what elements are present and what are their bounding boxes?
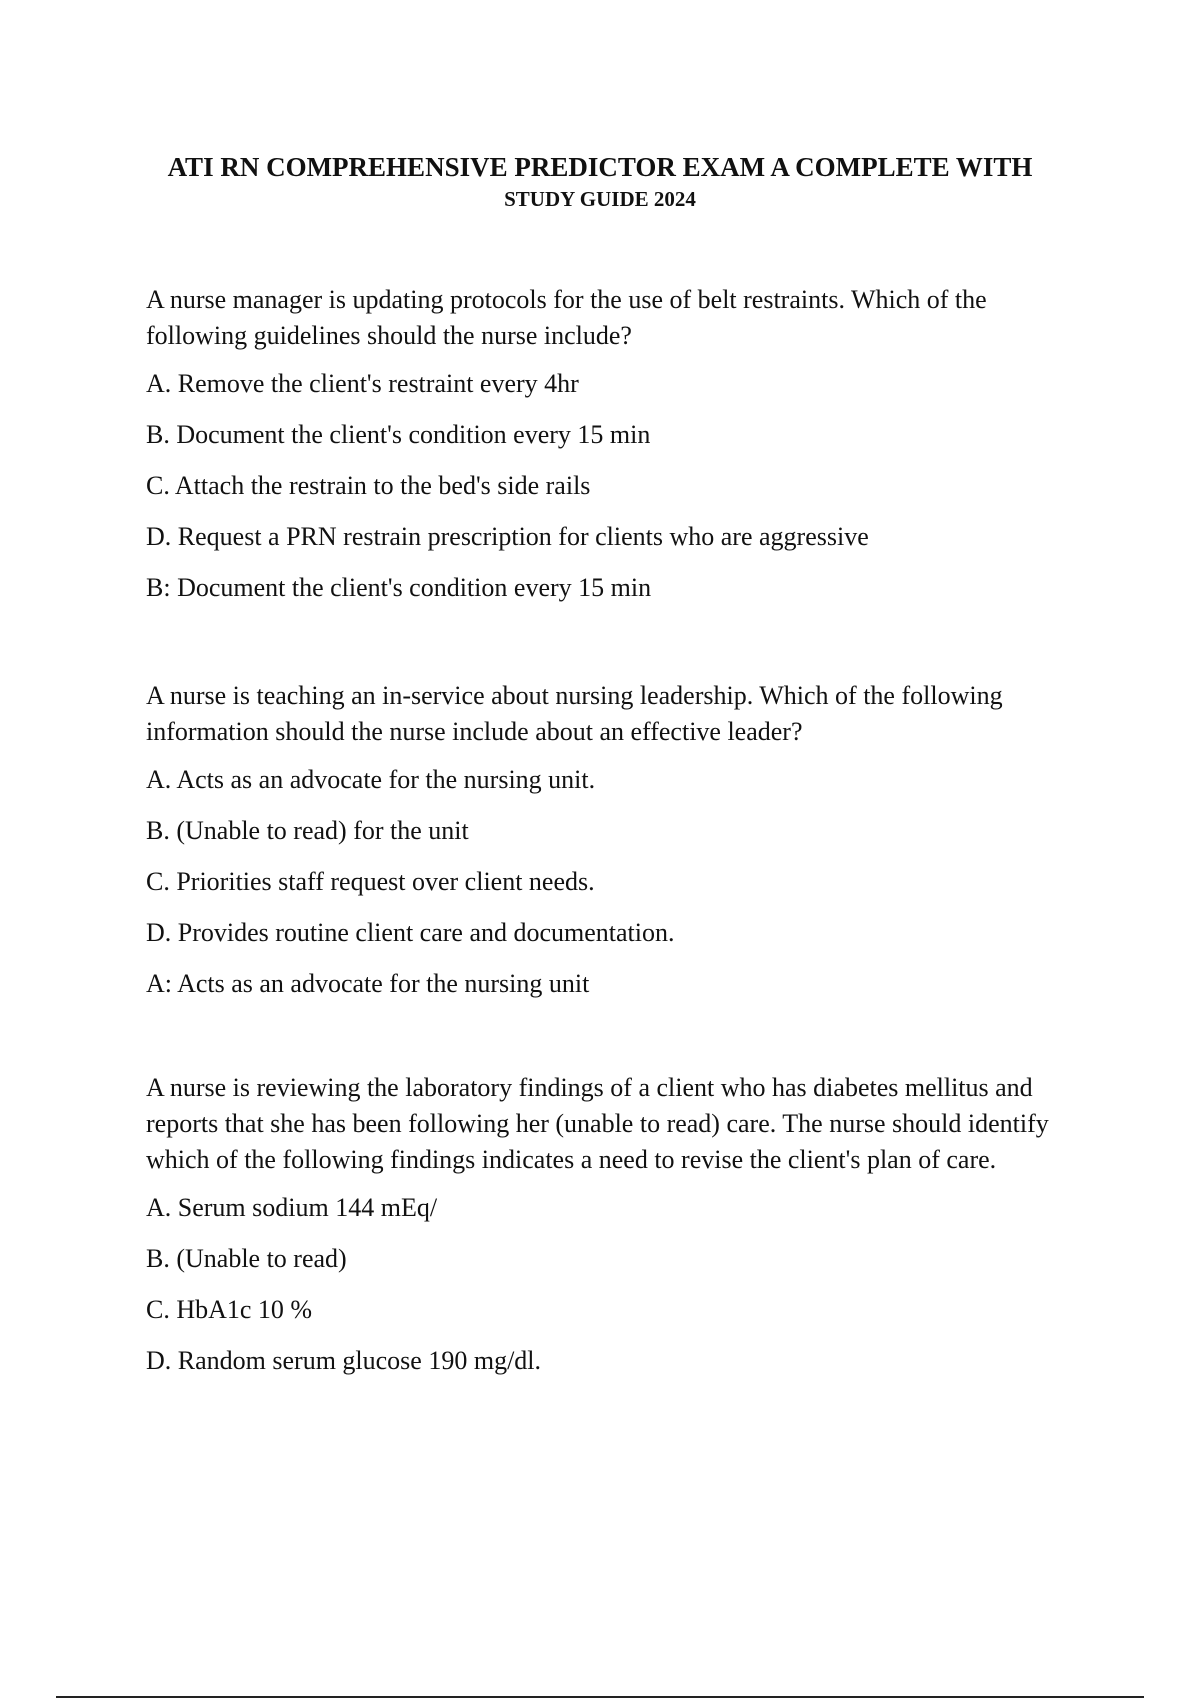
answer-option-b: B. (Unable to read): [146, 1244, 347, 1273]
question-1: [146, 282, 1086, 604]
question-2: [146, 678, 1086, 1000]
title-line-1: ATI RN COMPREHENSIVE PREDICTOR EXAM A COMPLETE WITH: [167, 152, 1033, 182]
title-line-2: STUDY GUIDE 2024: [504, 187, 696, 211]
answer-option-d: D. Provides routine client care and documentation.: [146, 918, 675, 947]
answer-option-c: C. HbA1c 10 %: [146, 1295, 313, 1324]
answer-option-a: A. Remove the client's restraint every 4hr: [146, 369, 579, 398]
answer-option-a: A. Serum sodium 144 mEq/: [146, 1193, 438, 1222]
question-stem: A nurse is teaching an in-service about nursing leadership. Which of the following information should the nurse include about an effective leader?: [146, 681, 1003, 746]
answer-option-a: A. Acts as an advocate for the nursing unit.: [146, 765, 596, 794]
answer-option-c: C. Attach the restrain to the bed's side rails: [146, 471, 591, 500]
correct-answer: B: Document the client's condition every 15 min: [146, 573, 652, 602]
answer-option-d: D. Random serum glucose 190 mg/dl.: [146, 1346, 542, 1375]
question-stem: A nurse is reviewing the laboratory findings of a client who has diabetes mellitus and reports that she has been following her (unable to read) care. The nurse should identify which of the following findings indicates a need to revise the client's plan of care.: [146, 1073, 1049, 1174]
answer-option-c: C. Priorities staff request over client needs.: [146, 867, 595, 896]
correct-answer: A: Acts as an advocate for the nursing unit: [146, 969, 590, 998]
answer-option-d: D. Request a PRN restrain prescription for clients who are aggressive: [146, 522, 869, 551]
answer-option-b: B. Document the client's condition every 15 min: [146, 420, 651, 449]
question-stem: A nurse manager is updating protocols for the use of belt restraints. Which of the following guidelines should the nurse include?: [146, 285, 987, 350]
answer-option-b: B. (Unable to read) for the unit: [146, 816, 469, 845]
document-title: [100, 150, 1100, 214]
question-3: [146, 1070, 1086, 1396]
footer-divider: [56, 1696, 1144, 1698]
